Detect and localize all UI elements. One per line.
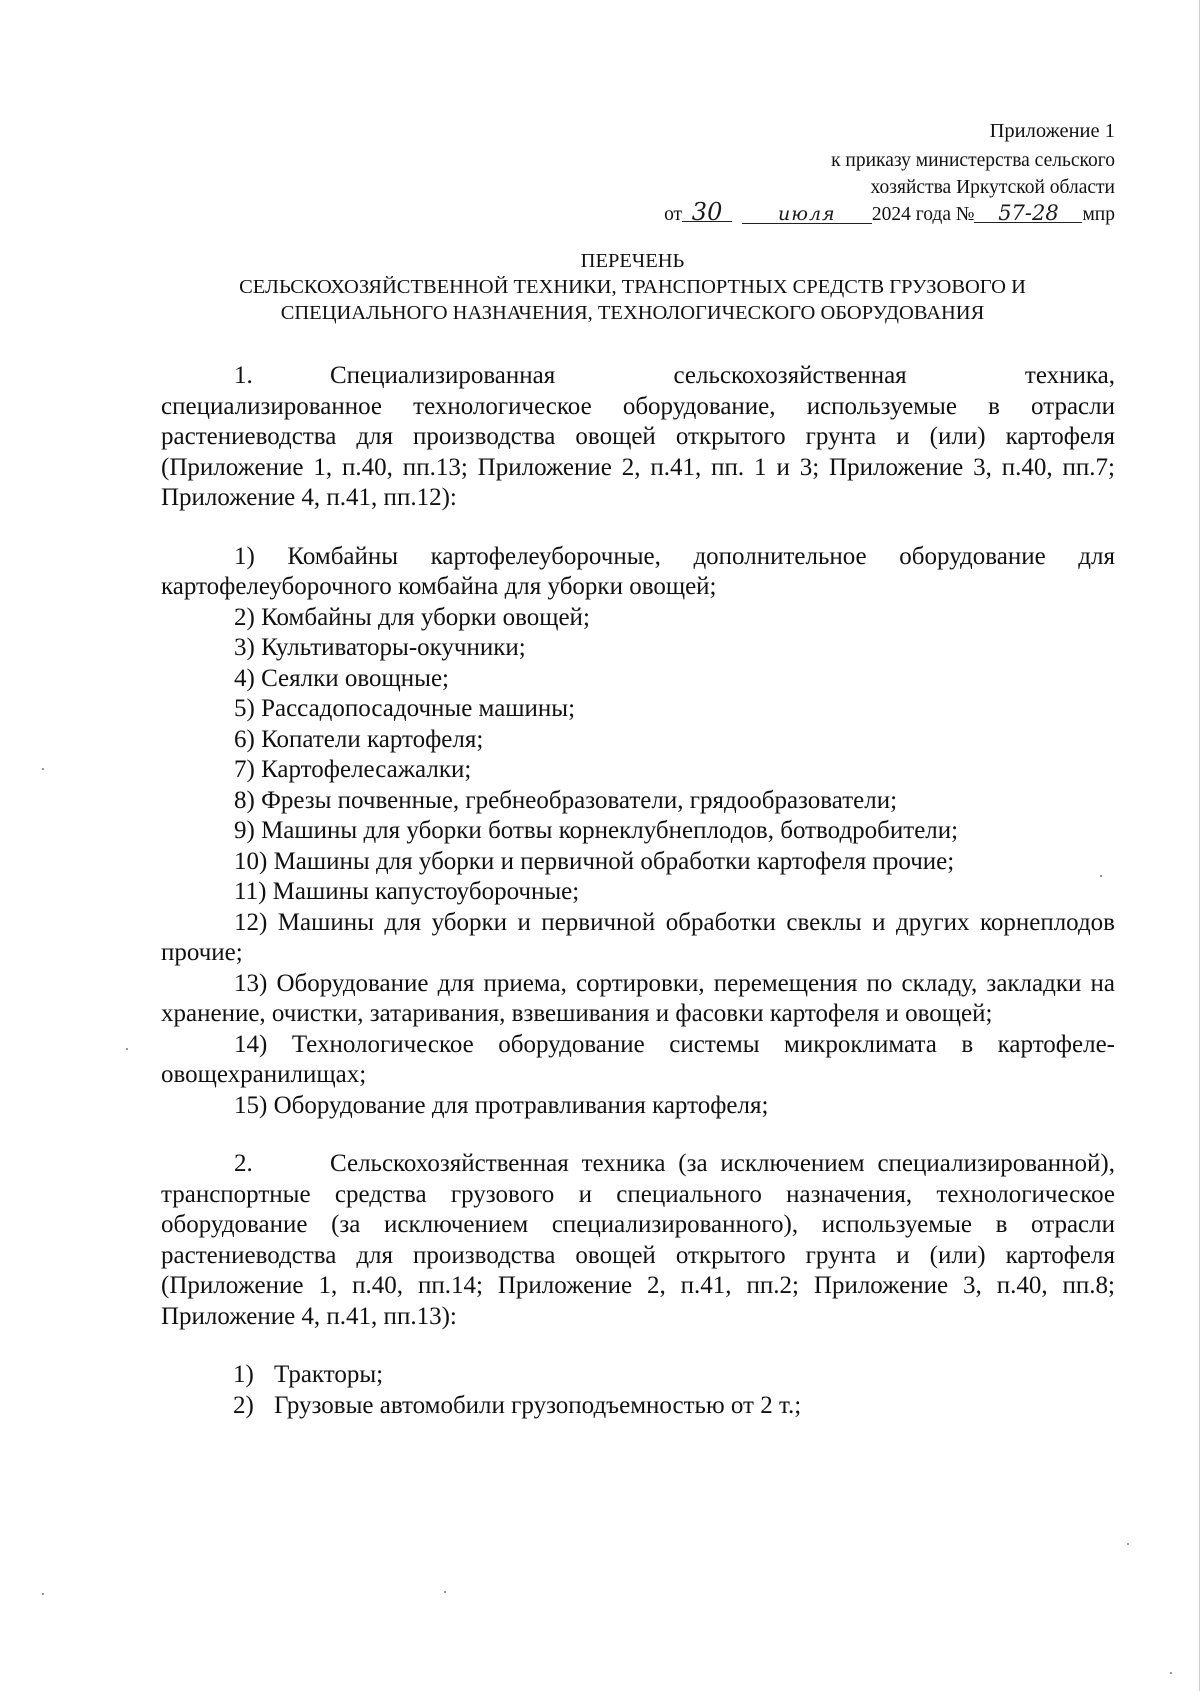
list-item: 7) Картофелесажалки; <box>234 756 472 783</box>
scan-speck <box>126 1048 128 1050</box>
handwritten-day: 30 <box>682 203 732 222</box>
list-item: 14) Технологическое оборудование системы микроклимата в картофеле-овощехранилищах; <box>161 1030 1115 1088</box>
list-item <box>233 1391 1115 1422</box>
title-heading: ПЕРЕЧЕНЬ <box>580 250 685 272</box>
list-item: 5) Рассадопосадочные машины; <box>234 695 576 722</box>
scan-speck <box>1127 1543 1129 1545</box>
list-item-text: Тракторы; <box>274 1361 384 1388</box>
scan-speck <box>42 768 44 770</box>
list-item: 10) Машины для уборки и первичной обработки картофеля прочие; <box>234 847 955 875</box>
section-2-number: 2. <box>234 1150 253 1177</box>
list-item: 12) Машины для уборки и первичной обработки свеклы и других корнеплодов прочие; <box>161 908 1115 966</box>
ministry-line: хозяйства Иркутской области <box>870 177 1115 198</box>
title-line-2: СЕЛЬСКОХОЗЯЙСТВЕННОЙ ТЕХНИКИ, ТРАНСПОРТНЫХ СРЕДСТВ ГРУЗОВОГО И <box>239 276 1026 298</box>
handwritten-order-number: 57-28 <box>974 204 1082 223</box>
list-item: 13) Оборудование для приема, сортировки, перемещения по складу, закладки на хранение, очистки, затаривания, взвешивания и фасовки картофеля и овощей; <box>161 969 1115 1027</box>
handwritten-month: июля <box>742 205 872 224</box>
date-prefix: от <box>664 204 683 225</box>
section-1-text: Специализированная сельскохозяйственная техника, специализированное технологическое оборудование, используемые в отрасли растениеводства для производства овощей открытого грунта и (или) картофеля (Приложение 1, п.40, пп.13; Приложение 2, п.41, пп. 1 и 3; Приложение 3, п.40, пп.7; Приложение 4, п.41, пп.12): <box>161 362 1115 511</box>
section-2-text: Сельскохозяйственная техника (за исключением специализированной), транспортные средства грузового и специального назначения, технологическое оборудование (за исключением специализированного), используемые в отрасли растениеводства для производства овощей открытого грунта и (или) картофеля (Приложение 1, п.40, пп.14; Приложение 2, п.41, пп.2; Приложение 3, п.40, пп.8; Приложение 4, п.41, пп.13): <box>161 1150 1115 1330</box>
list-item: 8) Фрезы почвенные, гребнеобразователи, грядообразователи; <box>234 786 898 814</box>
section-1-number: 1. <box>234 362 253 389</box>
appendix-label: Приложение 1 <box>989 120 1115 142</box>
scan-speck <box>1170 1672 1172 1674</box>
list-item: 1) Комбайны картофелеуборочные, дополнительное оборудование для картофелеуборочного комбайна для уборки овощей; <box>161 542 1115 600</box>
spacer <box>161 1121 1115 1149</box>
list-item: 15) Оборудование для протравливания картофеля; <box>234 1091 769 1119</box>
spacer <box>161 1332 1115 1360</box>
section-1-paragraph <box>161 361 1115 514</box>
section-2-paragraph <box>161 1149 1115 1332</box>
list-item: 9) Машины для уборки ботвы корнеклубнеплодов, ботводробители; <box>234 817 959 844</box>
order-date-line <box>664 198 1115 228</box>
scan-speck <box>42 1593 44 1595</box>
list-item <box>233 1360 1115 1391</box>
document-title <box>150 248 1115 326</box>
scan-speck <box>444 1591 446 1593</box>
list-item: 3) Культиваторы-окучники; <box>234 634 526 661</box>
year-text: 2024 года № <box>871 204 975 225</box>
list-item-number: 1) <box>233 1361 254 1388</box>
list-item: 2) Комбайны для уборки овощей; <box>234 603 590 631</box>
document-body <box>161 361 1115 1421</box>
list-item-number: 2) <box>233 1391 254 1419</box>
list-item: 11) Машины капустоуборочные; <box>234 878 580 905</box>
spacer <box>161 514 1115 542</box>
list-item: 6) Копатели картофеля; <box>234 725 484 753</box>
list-item: 4) Сеялки овощные; <box>234 664 450 692</box>
order-suffix: мпр <box>1082 204 1115 225</box>
order-reference-line: к приказу министерства сельского <box>831 150 1115 171</box>
list-item-text: Грузовые автомобили грузоподъемностью от 2 т.; <box>274 1391 802 1419</box>
section-2-list <box>161 1360 1115 1421</box>
title-line-3: СПЕЦИАЛЬНОГО НАЗНАЧЕНИЯ, ТЕХНОЛОГИЧЕСКОГО ОБОРУДОВАНИЯ <box>280 302 985 324</box>
appendix-header <box>600 118 1115 228</box>
